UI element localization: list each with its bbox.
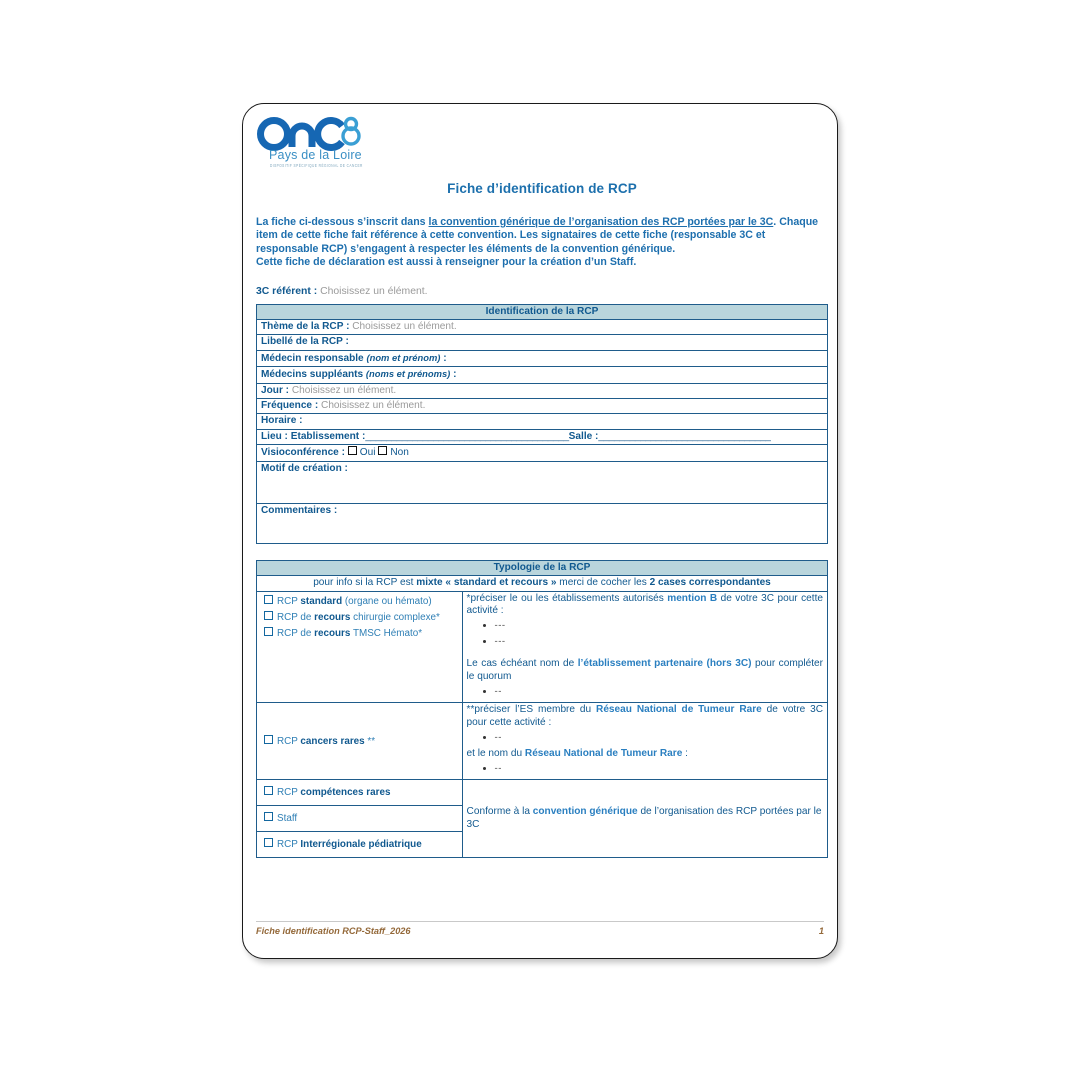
row-horaire[interactable] [257, 414, 828, 429]
visio-oui-label: Oui [359, 447, 376, 459]
option-rcp-standard-pre: RCP [277, 596, 301, 607]
option-rcp-standard-strong: standard [300, 596, 343, 607]
page-title: Fiche d’identification de RCP [447, 181, 637, 196]
typologie-conformity-note [462, 780, 827, 858]
row-salle-label: Salle : [568, 430, 599, 442]
table-row [257, 503, 828, 543]
group1-note-a: *préciser le ou les établissements autorisés [466, 592, 668, 604]
table-row [257, 399, 828, 414]
typologie-info-mixte: mixte « standard et recours » [416, 577, 557, 589]
intro-convention-link[interactable]: la convention générique de l’organisation des RCP portées par le 3C [428, 216, 774, 228]
document-page [242, 103, 838, 959]
row-theme-value[interactable]: Choisissez un élément. [352, 321, 457, 333]
row-frequence[interactable] [257, 399, 828, 414]
option-interregionale-strong: Interrégionale pédiatrique [300, 839, 422, 851]
option-competences-rares-pre: RCP [277, 787, 301, 799]
option-rcp-cancers-rares[interactable] [264, 735, 458, 748]
row-lieu[interactable] [257, 429, 828, 444]
option-rcp-recours-tmsc[interactable] [264, 627, 458, 640]
checkbox-staff[interactable] [264, 812, 273, 821]
row-theme-label: Thème de la RCP : [261, 321, 350, 333]
row-frequence-label: Fréquence : [261, 400, 319, 412]
table-row [257, 320, 828, 335]
checkbox-rcp-interregionale-pediatrique[interactable] [264, 838, 273, 847]
group1-bullets [467, 620, 823, 648]
checkbox-rcp-recours-chirurgie[interactable] [264, 611, 273, 620]
typologie-table [256, 560, 828, 859]
footer-page-number: 1 [818, 926, 824, 936]
row-motif[interactable] [257, 461, 828, 503]
typologie-info [257, 576, 828, 591]
typologie-group2-options [257, 703, 463, 780]
option-rcp-recours-tmsc-pre: RCP de [277, 627, 315, 639]
table-row [257, 414, 828, 429]
option-rcp-recours-chirurgie-post: chirurgie complexe* [350, 611, 440, 623]
referent-label: 3C référent : [256, 285, 318, 297]
checkbox-rcp-competences-rares[interactable] [264, 786, 273, 795]
typologie-band: Typologie de la RCP [257, 560, 828, 575]
option-rcp-recours-tmsc-strong: recours [314, 627, 351, 639]
option-rcp-recours-chirurgie[interactable] [264, 611, 458, 624]
group1-note-accent: mention B [667, 592, 718, 604]
conform-a: Conforme à la [466, 806, 533, 818]
typologie-info-cases: 2 cases correspondantes [649, 577, 771, 589]
row-jour[interactable] [257, 383, 828, 398]
checkbox-rcp-cancers-rares[interactable] [264, 735, 273, 744]
row-commentaires-label: Commentaires : [261, 504, 338, 516]
table-row [257, 576, 828, 591]
referent-row [256, 286, 828, 297]
footer-document-name: Fiche identification RCP-Staff_2026 [256, 926, 411, 936]
row-commentaires[interactable] [257, 503, 828, 543]
checkbox-rcp-recours-tmsc[interactable] [264, 627, 273, 636]
logo-subtitle: Pays de la Loire [269, 148, 362, 162]
row-jour-label: Jour : [261, 384, 290, 396]
note-gap [467, 651, 823, 658]
row-medecins-suppleants-colon: : [453, 369, 457, 381]
logo-tagline: DISPOSITIF SPÉCIFIQUE RÉGIONAL DE CANCER [270, 163, 363, 169]
page-content [256, 112, 828, 952]
option-cancers-rares-pre: RCP [277, 735, 301, 747]
group1-bullet2-0: -- [494, 685, 502, 697]
option-rcp-standard[interactable] [264, 595, 458, 608]
group1-bullets2 [467, 686, 823, 698]
group2-note-a: **préciser l’ES membre du [466, 704, 597, 716]
table-row [257, 445, 828, 461]
option-staff-label: Staff [277, 813, 298, 825]
group1-note2-accent: l’établissement partenaire (hors 3C) [577, 658, 752, 670]
referent-value[interactable]: Choisissez un élément. [320, 285, 428, 297]
conform-b: de l’organisation des RCP portées par le 3C [466, 806, 822, 830]
table-row-band [257, 304, 828, 319]
group1-note2-a: Le cas échéant nom de [466, 658, 578, 670]
intro-line1-a: La fiche ci-dessous s’inscrit dans [256, 216, 429, 228]
row-medecin-responsable-hint: (nom et prénom) [366, 351, 441, 363]
option-staff[interactable] [264, 812, 458, 825]
table-row-band [257, 560, 828, 575]
typologie-group1-options [257, 591, 463, 703]
row-jour-value[interactable]: Choisissez un élément. [291, 384, 397, 396]
checkbox-visio-oui[interactable] [348, 446, 357, 455]
group2-bullets2 [467, 763, 823, 775]
row-horaire-label: Horaire : [261, 415, 303, 427]
row-theme[interactable] [257, 320, 828, 335]
list-item[interactable] [495, 732, 823, 744]
lieu-salle-rule[interactable]: _________________________________ [598, 430, 771, 442]
table-row [257, 429, 828, 444]
row-motif-label: Motif de création : [261, 462, 348, 474]
option-rcp-competences-rares[interactable] [264, 786, 458, 799]
logo [256, 112, 466, 174]
row-medecin-responsable-label: Médecin responsable [261, 352, 364, 364]
group2-bullet2-0: -- [494, 762, 502, 774]
group1-bullet-1: --- [494, 635, 506, 647]
option-interregionale-pre: RCP [277, 839, 301, 851]
checkbox-rcp-standard[interactable] [264, 595, 273, 604]
option-rcp-recours-chirurgie-strong: recours [314, 611, 351, 623]
table-row [257, 335, 828, 350]
section-spacer [256, 544, 828, 560]
checkbox-visio-non[interactable] [378, 446, 387, 455]
group1-bullet-0: --- [494, 620, 506, 632]
table-row [257, 780, 828, 806]
table-row [257, 461, 828, 503]
row-medecin-responsable-colon: : [443, 352, 447, 364]
typologie-option-interregionale-cell [257, 832, 463, 858]
typologie-info-a: pour info si la RCP est [313, 577, 417, 589]
row-visio-label: Visioconférence : [261, 447, 345, 459]
option-rcp-recours-tmsc-post: TMSC Hémato* [350, 627, 423, 639]
typologie-info-b: merci de cocher les [556, 577, 650, 589]
group2-note2-b: : [682, 747, 688, 759]
list-item[interactable] [495, 686, 823, 698]
group2-note2-accent: Réseau National de Tumeur Rare [524, 747, 683, 759]
row-medecins-suppleants[interactable] [257, 367, 828, 383]
visio-non-label: Non [390, 447, 409, 459]
option-cancers-rares-post: ** [364, 735, 376, 747]
table-row [257, 703, 828, 780]
option-rcp-interregionale-pediatrique[interactable] [264, 838, 458, 851]
row-medecins-suppleants-hint: (noms et prénoms) [365, 368, 451, 380]
list-item[interactable] [495, 763, 823, 775]
typologie-group1-note [462, 591, 827, 703]
row-medecin-responsable[interactable] [257, 350, 828, 366]
table-row [257, 350, 828, 366]
intro-line3: Cette fiche de déclaration est aussi à renseigner pour la création d’un Staff. [256, 256, 637, 269]
row-lieu-label: Lieu : Etablissement : [261, 430, 366, 442]
row-medecins-suppleants-label: Médecins suppléants [261, 369, 364, 381]
list-item[interactable] [495, 636, 823, 648]
option-competences-rares-strong: compétences rares [300, 787, 391, 799]
table-row [257, 367, 828, 383]
group2-note2-a: et le nom du [466, 747, 525, 759]
group2-note-b: de votre 3C pour cette activité : [466, 704, 823, 728]
row-visio[interactable] [257, 445, 828, 461]
group2-bullet-0: -- [494, 732, 502, 744]
intro-line2: Chaque item de cette fiche fait référence à cette convention. Les signataires de cette fiche (responsable 3C et responsable RCP) s’engagent à respecter les éléments de la convention générique. [256, 216, 819, 255]
lieu-etablissement-rule[interactable]: _______________________________________ [365, 430, 569, 442]
option-cancers-rares-strong: cancers rares [300, 735, 365, 747]
conform-accent: convention générique [532, 806, 638, 818]
group1-note2-b: pour compléter le quorum [466, 658, 823, 682]
identification-band: Identification de la RCP [257, 304, 828, 319]
identification-table [256, 304, 828, 544]
intro-line1-b: . [773, 216, 777, 228]
group2-note-accent: Réseau National de Tumeur Rare [596, 704, 762, 716]
page-footer [256, 921, 824, 936]
option-rcp-recours-chirurgie-pre: RCP de [277, 611, 315, 623]
typologie-option-competences-rares-cell [257, 780, 463, 806]
table-row [257, 383, 828, 398]
table-row [257, 591, 828, 703]
group1-note-b: de votre 3C pour cette activité : [466, 592, 823, 616]
row-libelle-label: Libellé de la RCP : [261, 336, 349, 348]
intro-paragraph [256, 216, 828, 270]
typologie-group2-note [462, 703, 827, 780]
option-rcp-standard-post: (organe ou hémato) [342, 596, 432, 607]
list-item[interactable] [495, 620, 823, 632]
row-frequence-value[interactable]: Choisissez un élément. [321, 400, 426, 412]
group2-bullets [467, 732, 823, 744]
row-libelle[interactable] [257, 335, 828, 350]
typologie-option-staff-cell [257, 806, 463, 832]
